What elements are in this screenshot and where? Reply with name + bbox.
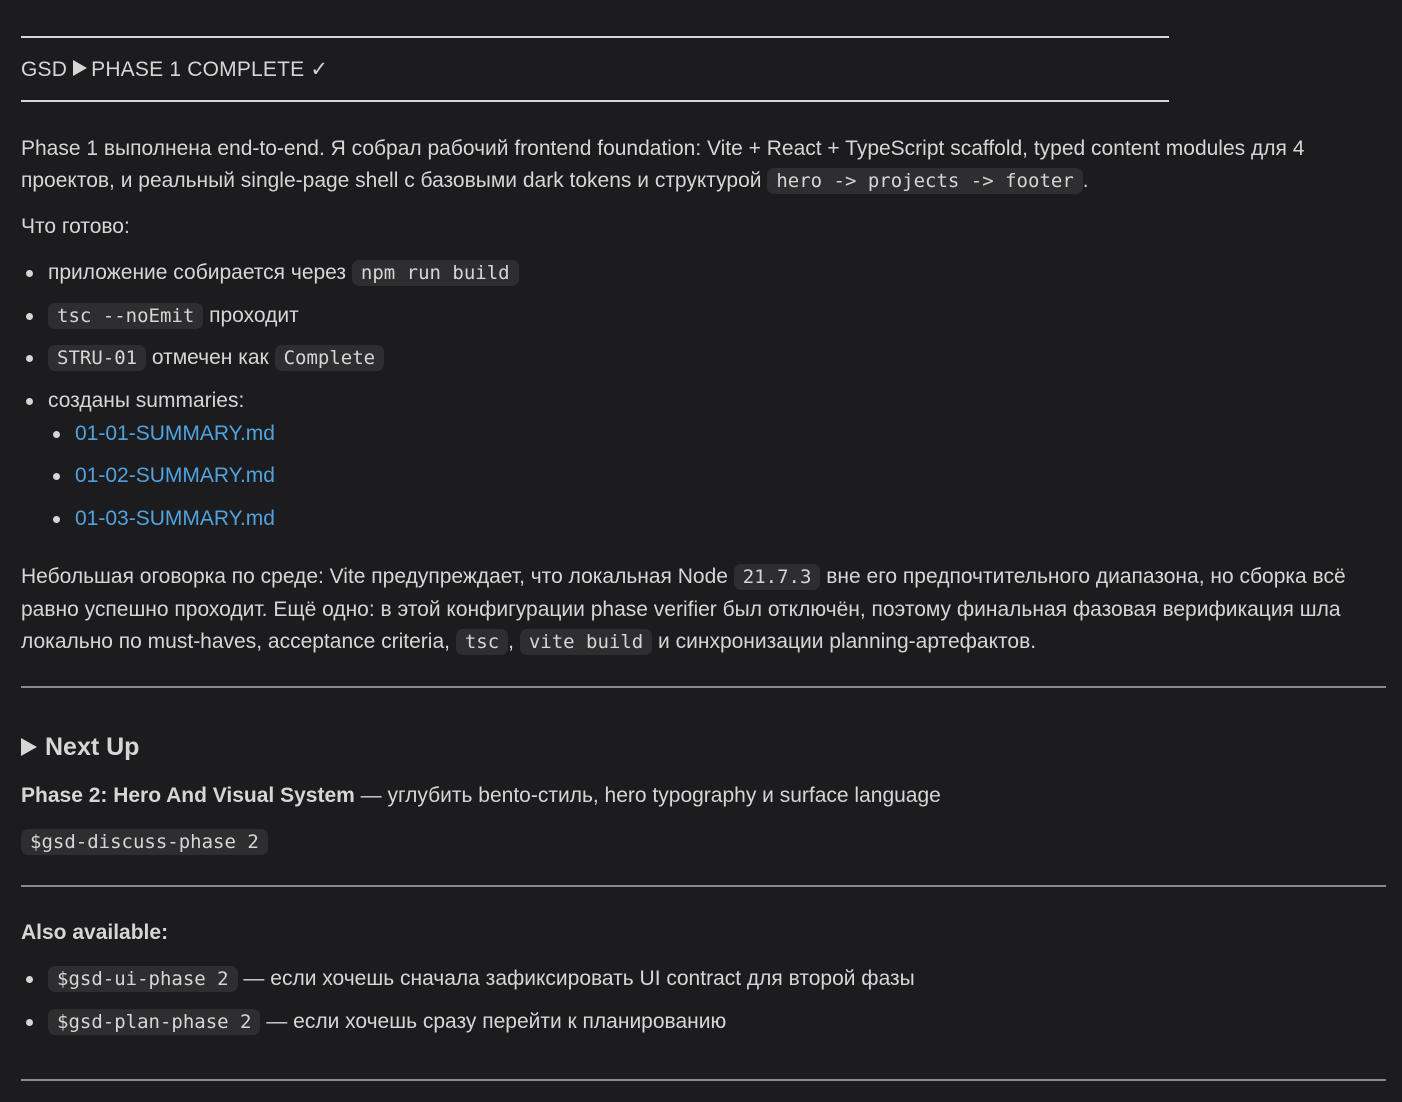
list-item <box>21 300 1386 343</box>
inline-code-node-version: 21.7.3 <box>734 564 821 590</box>
also-available-list <box>21 963 1386 1048</box>
intro-text-end: . <box>1082 169 1089 192</box>
divider <box>21 1079 1386 1081</box>
inline-code: npm run build <box>352 260 519 286</box>
divider <box>21 885 1386 887</box>
banner-title <box>21 54 328 86</box>
environment-note <box>21 561 1386 659</box>
list-item <box>21 257 1386 300</box>
list-item <box>21 342 1386 385</box>
command-ui-phase[interactable]: $gsd-ui-phase 2 <box>48 966 238 992</box>
next-phase-line <box>21 780 1386 812</box>
item-text: — если хочешь сначала зафиксировать UI contract для второй фазы <box>237 967 915 990</box>
list-item <box>21 963 1386 1006</box>
play-triangle-icon <box>21 738 37 756</box>
item-text: отмечен как <box>146 346 275 369</box>
next-phase-description: — углубить bento-стиль, hero typography и surface language <box>354 784 941 807</box>
inline-code: Complete <box>275 345 385 371</box>
next-up-title: Next Up <box>45 733 140 761</box>
item-text: проходит <box>203 303 299 327</box>
summary-link-01-03[interactable]: 01-03-SUMMARY.md <box>75 506 275 530</box>
divider <box>21 686 1386 688</box>
inline-code-structure: hero -> projects -> footer <box>767 168 1082 194</box>
inline-code-tsc: tsc <box>456 629 508 655</box>
note-text: и синхронизации planning-артефактов. <box>652 630 1037 653</box>
ready-list <box>21 257 1386 545</box>
play-triangle-icon <box>73 60 87 76</box>
item-text: приложение собирается через <box>48 261 352 284</box>
next-command-line <box>21 826 1386 858</box>
inline-code: STRU-01 <box>48 345 146 371</box>
summary-item <box>21 418 1386 461</box>
note-text: Небольшая оговорка по среде: Vite предупреждает, что локальная Node <box>21 565 734 588</box>
summary-item <box>21 460 1386 503</box>
summary-item <box>21 503 1386 546</box>
summary-link-01-02[interactable]: 01-02-SUMMARY.md <box>75 464 275 487</box>
banner-bottom-rule <box>21 100 1169 102</box>
inline-code-vite-build: vite build <box>520 629 652 655</box>
also-available-title: Also available: <box>21 921 169 944</box>
item-text: созданы summaries: <box>48 388 245 412</box>
command-discuss-phase[interactable]: $gsd-discuss-phase 2 <box>21 829 268 855</box>
list-item <box>21 1006 1386 1049</box>
ready-heading: Что готово: <box>21 215 130 238</box>
note-text: , <box>508 630 520 653</box>
item-text: — если хочешь сразу перейти к планированию <box>260 1009 727 1033</box>
note-text: вне его предпочтительного диапазона, но сборка всё равно успешно проходит. Ещё одно: в этой конфигурации phase verifier был отключён, поэтому финальная фазовая верификация шла локально по must-haves, acceptance criteria, <box>21 565 1346 653</box>
inline-code: tsc --noEmit <box>48 303 203 329</box>
list-item <box>21 385 1386 418</box>
banner-prefix: GSD <box>21 58 68 81</box>
summary-link-01-01[interactable]: 01-01-SUMMARY.md <box>75 421 275 445</box>
command-plan-phase[interactable]: $gsd-plan-phase 2 <box>48 1009 260 1035</box>
summaries-container <box>21 418 1386 546</box>
also-available-heading <box>21 917 1386 949</box>
next-phase-title: Phase 2: Hero And Visual System <box>21 784 355 807</box>
intro-paragraph <box>21 133 1386 197</box>
next-up-heading <box>21 731 1386 763</box>
summaries-list <box>21 418 1386 546</box>
banner-phase-text: PHASE 1 COMPLETE ✓ <box>91 58 329 81</box>
banner-top-rule <box>21 36 1169 38</box>
intro-text: Phase 1 выполнена end-to-end. Я собрал рабочий frontend foundation: Vite + React + TypeScript scaffold, typed content modules для 4 проектов, и реальный single-page shell с базовыми dark tokens и структурой <box>21 137 1305 192</box>
